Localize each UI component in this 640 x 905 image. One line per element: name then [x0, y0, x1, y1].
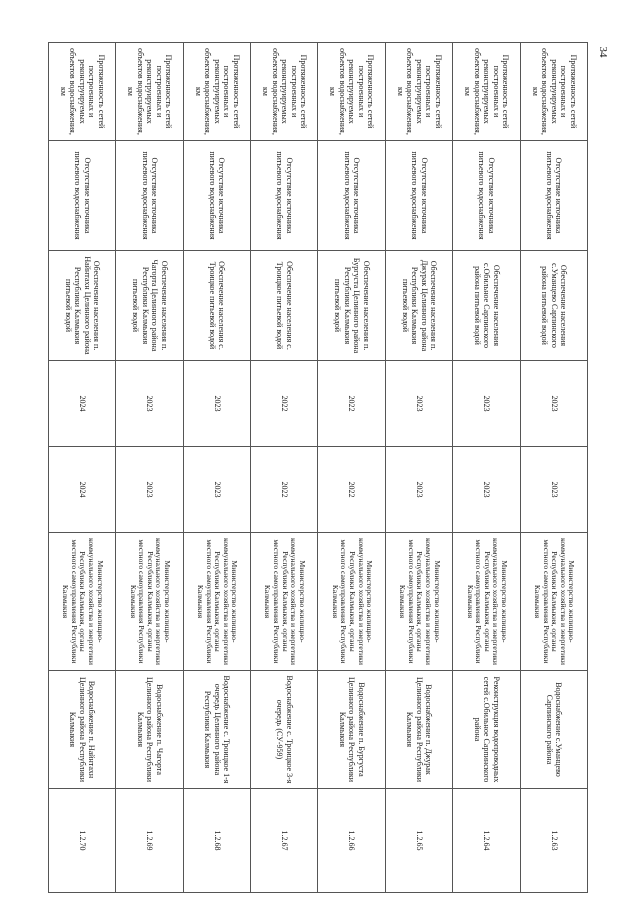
result-cell: Обеспечение населения п. Джурак Целинного района Республики Калмыкия питьевой водой — [385, 251, 452, 361]
indicator-cell: Протяженность сетей построенных и реконструируемых объектов водоснабжения, км — [520, 43, 587, 141]
year-end-cell: 2024 — [49, 361, 116, 447]
problem-cell: Отсутствие источника питьевого водоснабжения — [49, 141, 116, 251]
year-start-cell: 2023 — [385, 447, 452, 533]
table-row — [116, 43, 183, 893]
result-cell: Обеспечение населения с. Троицкое питьевой водой — [251, 251, 318, 361]
measure-name-cell: Водоснабжение п. Бургуста Целинного района Республики Калмыкия — [318, 671, 385, 789]
year-start-cell: 2023 — [453, 447, 520, 533]
executor-cell: Министерство жилищно-коммунального хозяйства и энергетики Республики Калмыкия, органы местного самоуправления Республики Калмыкия — [251, 533, 318, 671]
row-number-cell: 1.2.67 — [251, 789, 318, 893]
indicator-cell: Протяженность сетей построенных и реконструируемых объектов водоснабжения, км — [251, 43, 318, 141]
executor-cell: Министерство жилищно-коммунального хозяйства и энергетики Республики Калмыкия, органы местного самоуправления Республики Калмыкия — [318, 533, 385, 671]
year-start-cell: 2022 — [251, 447, 318, 533]
year-start-cell: 2022 — [318, 447, 385, 533]
executor-cell: Министерство жилищно-коммунального хозяйства и энергетики Республики Калмыкия, органы местного самоуправления Республики Калмыкия — [116, 533, 183, 671]
indicator-cell: Протяженность сетей построенных и реконструируемых объектов водоснабжения, км — [318, 43, 385, 141]
row-number-cell: 1.2.69 — [116, 789, 183, 893]
problem-cell: Отсутствие источника питьевого водоснабжения — [520, 141, 587, 251]
indicator-cell: Протяженность сетей построенных и реконструируемых объектов водоснабжения, км — [116, 43, 183, 141]
result-cell: Обеспечение населения с.Уманцево Сарпинского района питьевой водой — [520, 251, 587, 361]
row-number-cell: 1.2.68 — [183, 789, 250, 893]
measures-table-wrapper — [48, 42, 588, 892]
indicator-cell: Протяженность сетей построенных и реконструируемых объектов водоснабжения, км — [183, 43, 250, 141]
table-body — [49, 43, 588, 893]
result-cell: Обеспечение населения с.Обильное Сарпинского района питьевой водой — [453, 251, 520, 361]
indicator-cell: Протяженность сетей построенных и реконструируемых объектов водоснабжения, км — [385, 43, 452, 141]
year-start-cell: 2024 — [49, 447, 116, 533]
result-cell: Обеспечение населения п. Найнтахн Целинного района Республики Калмыкия питьевой водой — [49, 251, 116, 361]
year-start-cell: 2023 — [116, 447, 183, 533]
measure-name-cell: Водоснабжение с. Троицкое 3-я очередь (СУ-959) — [251, 671, 318, 789]
year-end-cell: 2023 — [183, 361, 250, 447]
row-number-cell: 1.2.65 — [385, 789, 452, 893]
measure-name-cell: Реконструкция водопроводных сетей с.Обильное Сарпинского района — [453, 671, 520, 789]
table-row — [183, 43, 250, 893]
problem-cell: Отсутствие источника питьевого водоснабжения — [183, 141, 250, 251]
result-cell: Обеспечение населения с. Троицкое питьевой водой — [183, 251, 250, 361]
problem-cell: Отсутствие источника питьевого водоснабжения — [385, 141, 452, 251]
measure-name-cell: Водоснабжение п. Джурак Целинного района Республики Калмыкия — [385, 671, 452, 789]
row-number-cell: 1.2.70 — [49, 789, 116, 893]
row-number-cell: 1.2.66 — [318, 789, 385, 893]
measure-name-cell: Водоснабжение п. Чагорта Целинного района Республики Калмыкия — [116, 671, 183, 789]
year-end-cell: 2023 — [520, 361, 587, 447]
year-start-cell: 2023 — [520, 447, 587, 533]
row-number-cell: 1.2.64 — [453, 789, 520, 893]
indicator-cell: Протяженность сетей построенных и реконструируемых объектов водоснабжения, км — [453, 43, 520, 141]
measure-name-cell: Водоснабжение п. Найнтахн Целинного района Республики Калмыкия — [49, 671, 116, 789]
year-end-cell: 2023 — [385, 361, 452, 447]
year-end-cell: 2023 — [116, 361, 183, 447]
result-cell: Обеспечение населения п. Чагорта Целинного района Республики Калмыкия питьевой водой — [116, 251, 183, 361]
table-row — [49, 43, 116, 893]
problem-cell: Отсутствие источника питьевого водоснабжения — [318, 141, 385, 251]
table-row — [318, 43, 385, 893]
measure-name-cell: Водоснабжение с.Уманцево Сарпинского района — [520, 671, 587, 789]
indicator-cell: Протяженность сетей построенных и реконструируемых объектов водоснабжения, км — [49, 43, 116, 141]
row-number-cell: 1.2.63 — [520, 789, 587, 893]
table-row — [520, 43, 587, 893]
table-row — [251, 43, 318, 893]
year-start-cell: 2023 — [183, 447, 250, 533]
table-row — [453, 43, 520, 893]
table-row — [385, 43, 452, 893]
executor-cell: Министерство жилищно-коммунального хозяйства и энергетики Республики Калмыкия, органы местного самоуправления Республики Калмыкия — [520, 533, 587, 671]
measures-table — [48, 42, 588, 893]
executor-cell: Министерство жилищно-коммунального хозяйства и энергетики Республики Калмыкия, органы местного самоуправления Республики Калмыкия — [453, 533, 520, 671]
executor-cell: Министерство жилищно-коммунального хозяйства и энергетики Республики Калмыкия, органы местного самоуправления Республики Калмыкия — [49, 533, 116, 671]
rotated-table-frame — [48, 42, 588, 892]
year-end-cell: 2022 — [251, 361, 318, 447]
executor-cell: Министерство жилищно-коммунального хозяйства и энергетики Республики Калмыкия, органы местного самоуправления Республики Калмыкия — [183, 533, 250, 671]
problem-cell: Отсутствие источника питьевого водоснабжения — [116, 141, 183, 251]
year-end-cell: 2022 — [318, 361, 385, 447]
measure-name-cell: Водоснабжение с. Троицкое 1-я очередь Целинного района Республики Калмыкия — [183, 671, 250, 789]
problem-cell: Отсутствие источника питьевого водоснабжения — [453, 141, 520, 251]
result-cell: Обеспечение населения п. Бургуста Целинного района Республики Калмыкия питьевой водой — [318, 251, 385, 361]
year-end-cell: 2023 — [453, 361, 520, 447]
executor-cell: Министерство жилищно-коммунального хозяйства и энергетики Республики Калмыкия, органы местного самоуправления Республики Калмыкия — [385, 533, 452, 671]
page-number: 34 — [597, 46, 609, 58]
problem-cell: Отсутствие источника питьевого водоснабжения — [251, 141, 318, 251]
